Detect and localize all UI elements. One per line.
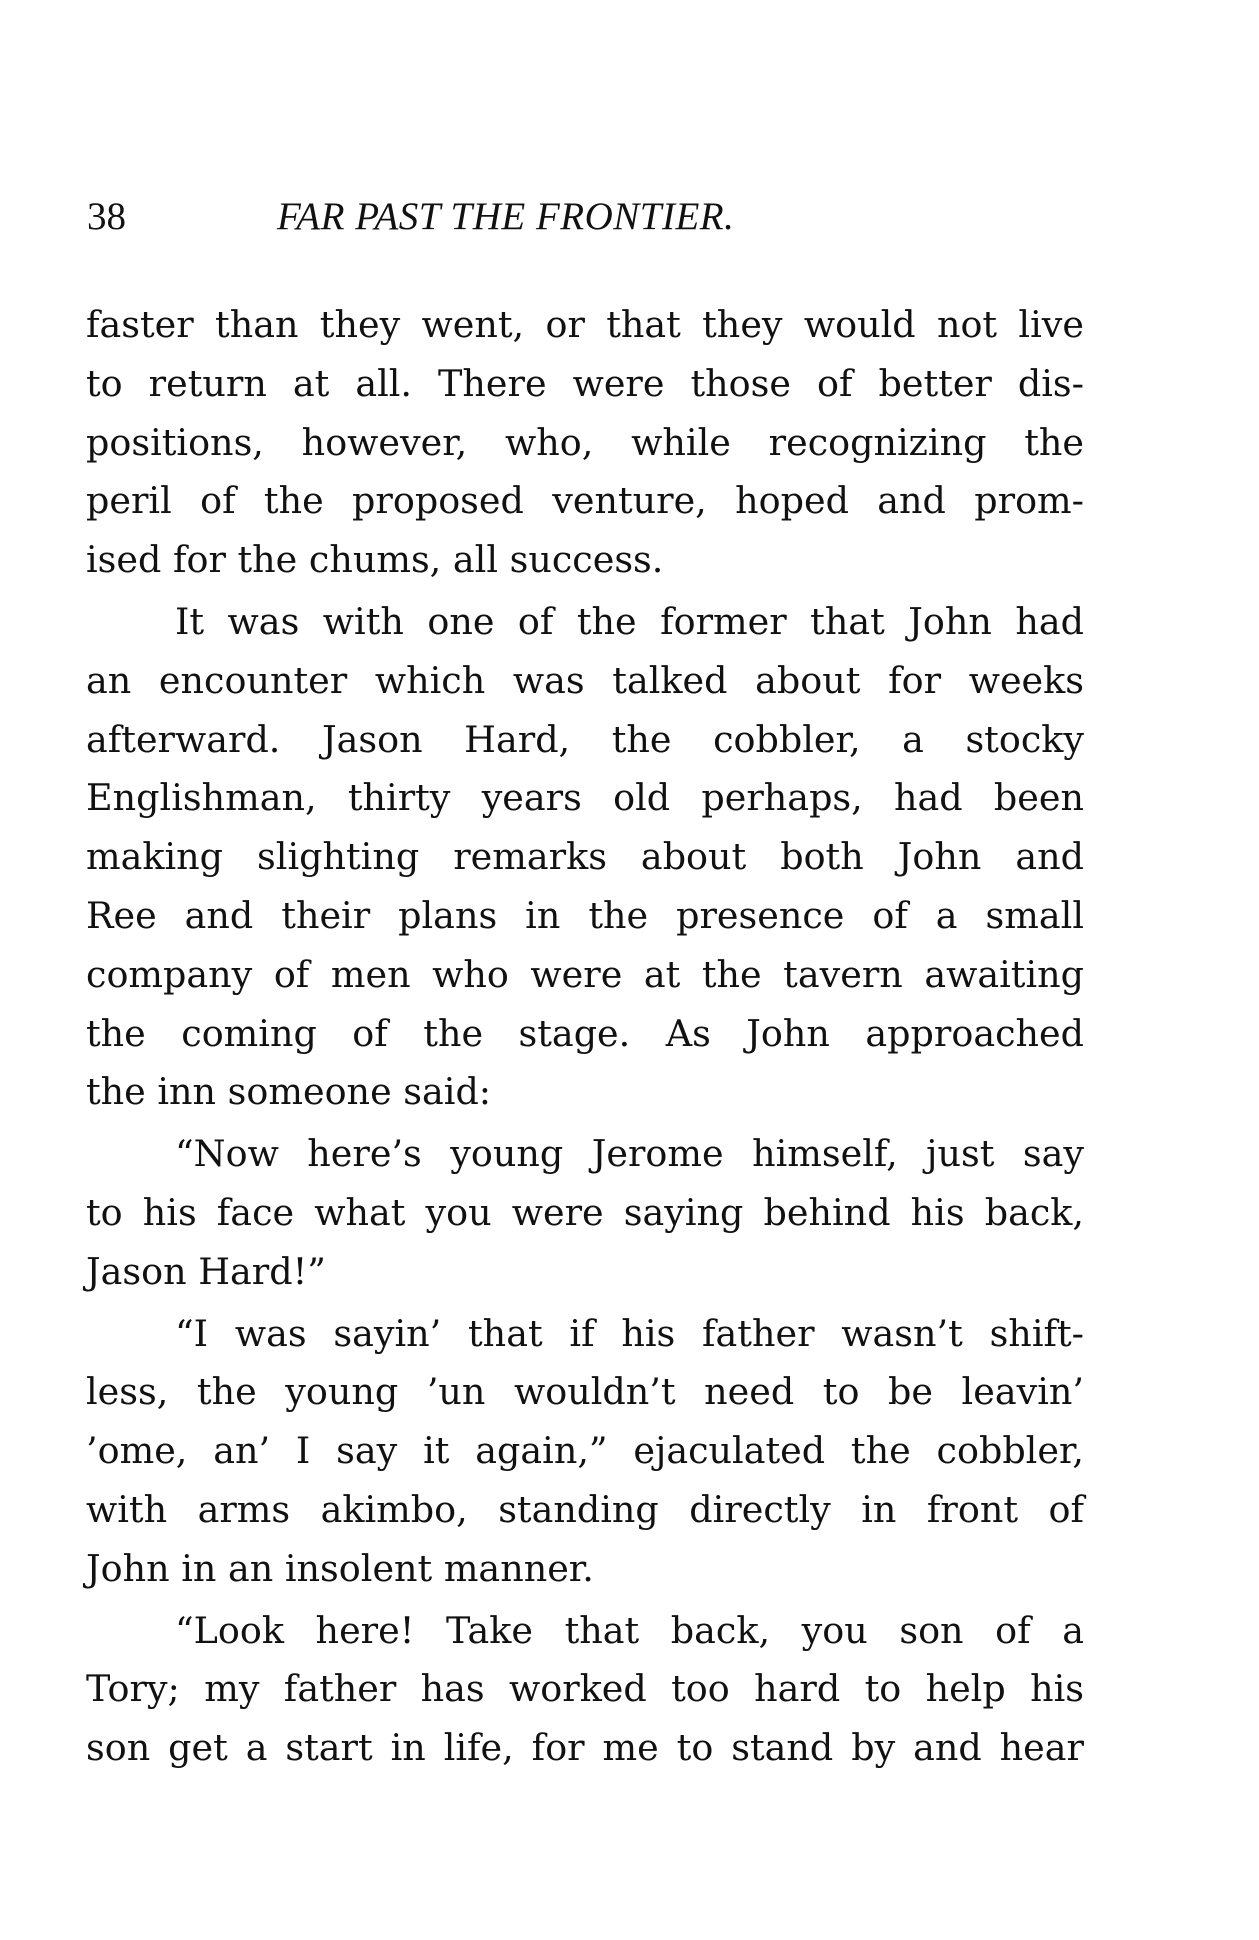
text-line: ’ome, an’ I say it again,” ejaculated the cobbler, (86, 1429, 1084, 1473)
text-line: less, the young ’un wouldn’t need to be leavin’ (86, 1370, 1084, 1414)
paragraph (86, 1602, 1084, 1778)
page-number: 38 (87, 195, 126, 238)
text-line: making slighting remarks about both John and (86, 835, 1084, 879)
text-line: son get a start in life, for me to stand by and hear (86, 1726, 1084, 1770)
text-line: with arms akimbo, standing directly in front of (86, 1487, 1084, 1531)
text-line: an encounter which was talked about for weeks (86, 658, 1084, 702)
page-header (87, 192, 1087, 242)
text-line: Jason Hard!” (86, 1249, 326, 1293)
text-line: “Now here’s young Jerome himself, just say (175, 1132, 1084, 1176)
text-line: “Look here! Take that back, you son of a (175, 1608, 1084, 1652)
paragraph (86, 593, 1084, 1122)
text-line: It was with one of the former that John had (175, 599, 1084, 643)
body-text (86, 296, 1084, 1778)
paragraph (86, 1305, 1084, 1599)
text-line: company of men who were at the tavern awaiting (86, 952, 1084, 996)
text-line: ised for the chums, all success. (86, 538, 664, 582)
text-line: to return at all. There were those of better dis- (86, 361, 1084, 405)
text-line: Englishman, thirty years old perhaps, had been (86, 776, 1084, 820)
text-line: peril of the proposed venture, hoped and prom- (86, 479, 1084, 523)
running-title: FAR PAST THE FRONTIER. (277, 195, 735, 238)
text-line: Tory; my father has worked too hard to help his (86, 1667, 1084, 1711)
text-line: Ree and their plans in the presence of a small (86, 893, 1084, 937)
text-line: faster than they went, or that they would not live (86, 303, 1084, 346)
text-line: afterward. Jason Hard, the cobbler, a stocky (86, 717, 1084, 761)
text-line: the coming of the stage. As John approached (86, 1011, 1084, 1055)
paragraph (86, 1125, 1084, 1301)
text-line: John in an insolent manner. (86, 1546, 594, 1590)
paragraph (86, 296, 1084, 590)
text-line: positions, however, who, while recognizing the (86, 420, 1084, 464)
text-line: the inn someone said: (86, 1070, 492, 1114)
text-line: “I was sayin’ that if his father wasn’t shift- (175, 1311, 1084, 1355)
text-line: to his face what you were saying behind his back, (86, 1190, 1084, 1234)
